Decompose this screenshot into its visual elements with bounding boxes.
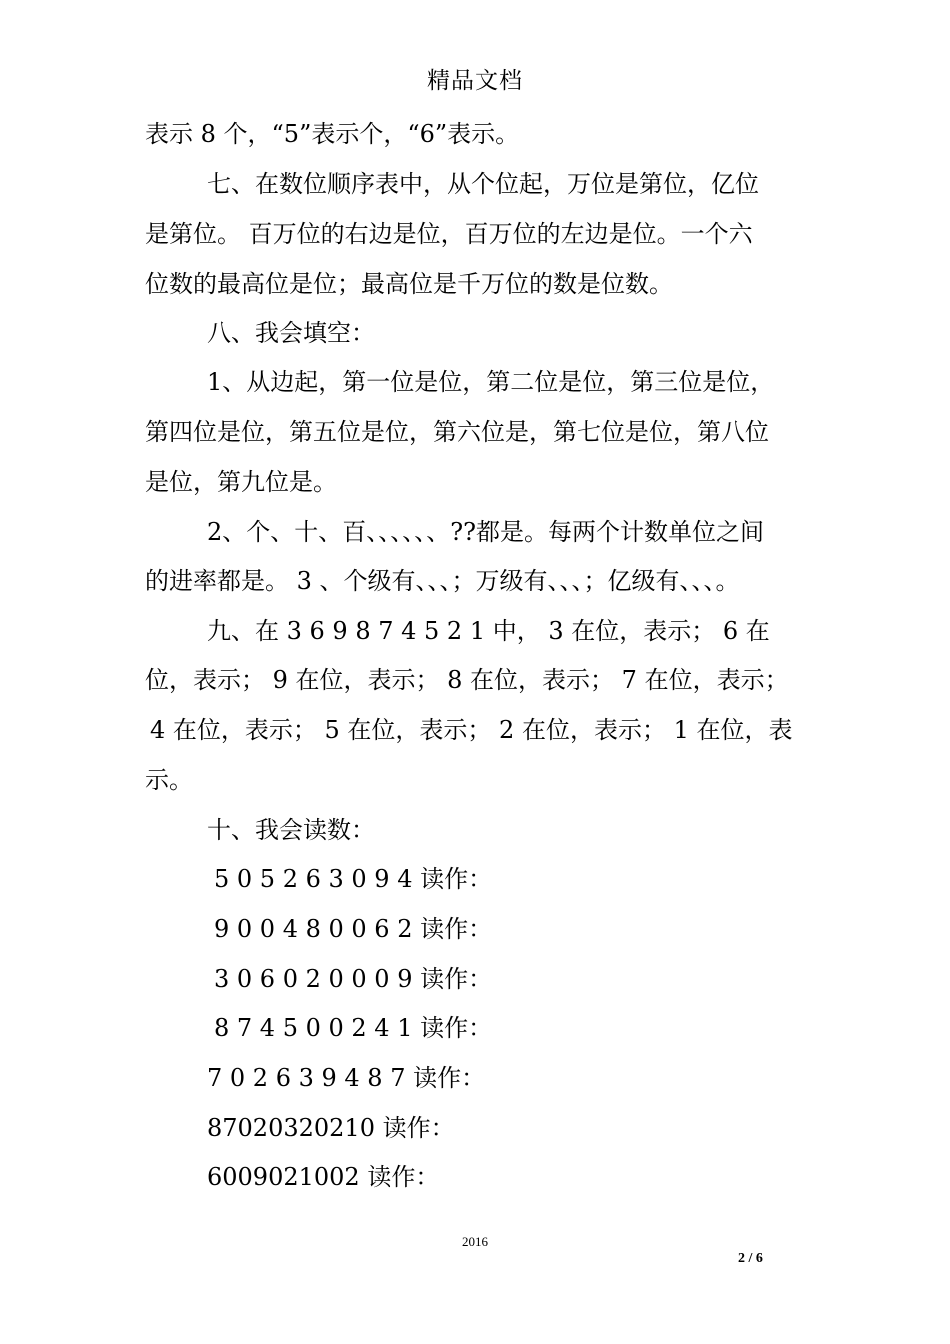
number-line: 9 0 0 4 8 0 0 6 2 读作： <box>214 915 493 943</box>
text-line: 4 在位，表示； 5 在位，表示； 2 在位，表示； 1 在位，表 <box>150 716 793 744</box>
text-line: 是位，第九位是。 <box>145 468 337 496</box>
number-line: 3 0 6 0 2 0 0 0 9 读作： <box>214 965 493 993</box>
page-header-title: 精品文档 <box>427 68 523 94</box>
number-line: 7 0 2 6 3 9 4 8 7 读作： <box>207 1064 486 1092</box>
text-line: 的进率都是。 3 、个级有、、、；万级有、、、；亿级有、、、。 <box>145 567 740 595</box>
section-heading: 十、我会读数： <box>207 816 375 844</box>
text-line: 1、从边起，第一位是位，第二位是位，第三位是位， <box>207 368 775 396</box>
number-line: 6009021002 读作： <box>207 1163 440 1191</box>
footer-year: 2016 <box>462 1234 488 1249</box>
section-heading: 八、我会填空： <box>207 319 375 347</box>
text-line: 是第位。 百万位的右边是位，百万位的左边是位。一个六 <box>145 220 753 248</box>
text-line: 七、在数位顺序表中，从个位起，万位是第位，亿位 <box>207 170 759 198</box>
number-line: 8 7 4 5 0 0 2 4 1 读作： <box>214 1014 493 1042</box>
number-line: 87020320210 读作： <box>207 1114 455 1142</box>
text-line: 位，表示； 9 在位，表示； 8 在位，表示； 7 在位，表示； <box>145 666 789 694</box>
number-line: 5 0 5 2 6 3 0 9 4 读作： <box>214 865 493 893</box>
text-line: 表示 8 个，“5”表示个，“6”表示。 <box>145 120 520 148</box>
text-line: 位数的最高位是位；最高位是千万位的数是位数。 <box>145 270 673 298</box>
page-number: 2 / 6 <box>738 1251 763 1266</box>
text-line: 2、个、十、百、、、、、、??都是。每两个计数单位之间 <box>207 518 765 546</box>
text-line: 示。 <box>145 766 193 794</box>
text-line: 九、在 3 6 9 8 7 4 5 2 1 中， 3 在位，表示； 6 在 <box>207 617 770 645</box>
text-line: 第四位是位，第五位是位，第六位是，第七位是位，第八位 <box>145 418 769 446</box>
